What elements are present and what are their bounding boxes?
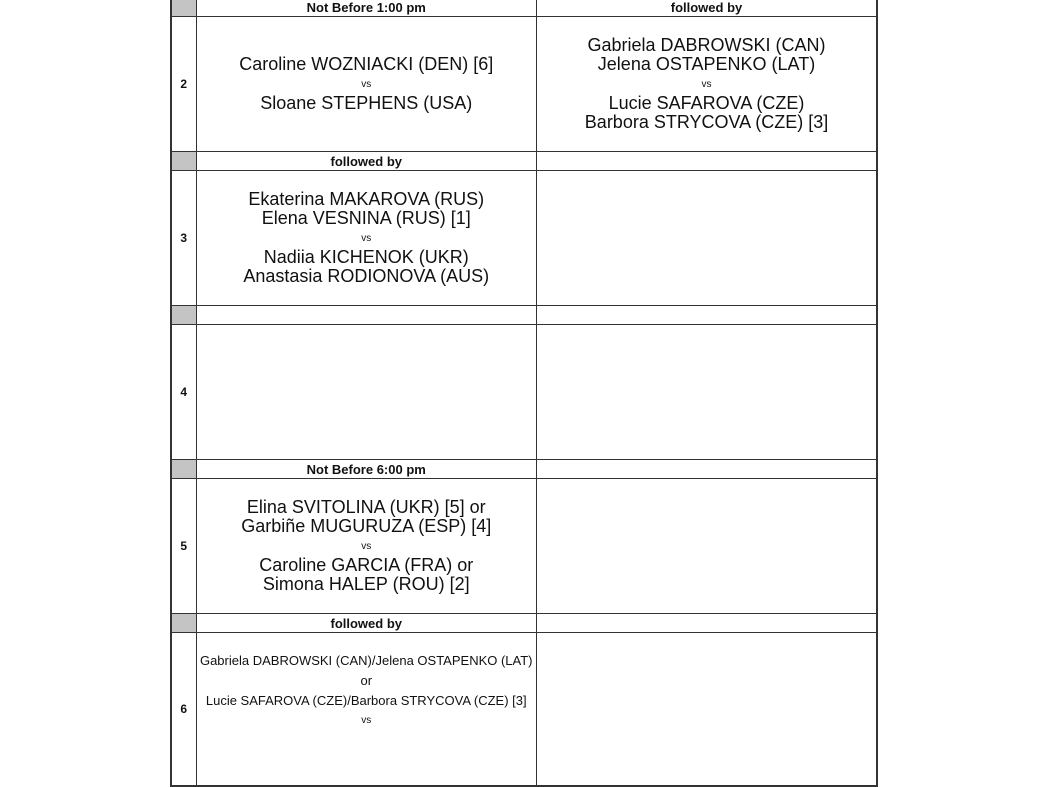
match-row bbox=[171, 479, 877, 614]
time-header-row bbox=[171, 614, 877, 633]
player-name: Gabriela DABROWSKI (CAN)/Jelena OSTAPENKO (LAT) or bbox=[199, 653, 533, 688]
match-number: 2 bbox=[171, 17, 196, 152]
court-left-header: Not Before 1:00 pm bbox=[196, 0, 537, 17]
row-gutter bbox=[171, 614, 196, 633]
player-name: Gabriela DABROWSKI (CAN) bbox=[587, 34, 826, 55]
player-name: Lucie SAFAROVA (CZE) bbox=[608, 92, 805, 113]
match-number: 6 bbox=[171, 633, 196, 787]
match-row bbox=[171, 633, 877, 787]
court-left-header: followed by bbox=[196, 614, 537, 633]
time-header-row bbox=[171, 460, 877, 479]
vs-label: vs bbox=[361, 232, 372, 244]
vs-label: vs bbox=[361, 540, 372, 552]
match-row bbox=[171, 171, 877, 306]
match-number: 4 bbox=[171, 325, 196, 460]
vs-label: vs bbox=[361, 715, 372, 726]
match-number: 5 bbox=[171, 479, 196, 614]
player-name: Anastasia RODIONOVA (AUS) bbox=[243, 266, 490, 286]
row-gutter bbox=[171, 306, 196, 325]
time-header-row bbox=[171, 306, 877, 325]
vs-label: vs bbox=[701, 78, 712, 90]
match-row bbox=[171, 325, 877, 460]
time-header-row bbox=[171, 152, 877, 171]
player-name: Caroline WOZNIACKI (DEN) [6] bbox=[239, 54, 494, 74]
match-cell bbox=[196, 17, 537, 152]
player-name: Garbiñe MUGURUZA (ESP) [4] bbox=[241, 516, 492, 536]
player-name: Caroline GARCIA (FRA) or bbox=[259, 554, 474, 575]
court-right-header bbox=[537, 460, 878, 479]
court-left-header: Not Before 6:00 pm bbox=[196, 460, 537, 479]
court-left-header bbox=[196, 306, 537, 325]
row-gutter bbox=[171, 152, 196, 171]
court-left-header: followed by bbox=[196, 152, 537, 171]
court-right-header bbox=[537, 614, 878, 633]
match-row bbox=[171, 17, 877, 152]
player-name: Ekaterina MAKAROVA (RUS) bbox=[248, 188, 485, 209]
player-name: Nadiia KICHENOK (UKR) bbox=[263, 246, 469, 267]
empty-match-cell bbox=[537, 171, 878, 306]
player-name: Barbora STRYCOVA (CZE) [3] bbox=[584, 112, 829, 132]
court-right-header: followed by bbox=[537, 0, 878, 17]
player-name: Simona HALEP (ROU) [2] bbox=[262, 574, 470, 594]
player-name: Sloane STEPHENS (USA) bbox=[260, 92, 473, 113]
row-gutter bbox=[171, 460, 196, 479]
order-of-play-table bbox=[170, 0, 878, 787]
empty-match-cell bbox=[537, 325, 878, 460]
player-name: Elena VESNINA (RUS) [1] bbox=[261, 208, 471, 228]
match-cell bbox=[196, 633, 537, 787]
empty-match-cell bbox=[537, 479, 878, 614]
row-gutter bbox=[171, 0, 196, 17]
player-name: Lucie SAFAROVA (CZE)/Barbora STRYCOVA (CZE) [3] bbox=[205, 693, 527, 708]
court-right-header bbox=[537, 152, 878, 171]
match-cell bbox=[537, 17, 878, 152]
time-header-row bbox=[171, 0, 877, 17]
player-name: Elina SVITOLINA (UKR) [5] or bbox=[246, 496, 486, 517]
empty-match-cell bbox=[196, 325, 537, 460]
player-name: Jelena OSTAPENKO (LAT) bbox=[597, 54, 816, 74]
match-number: 3 bbox=[171, 171, 196, 306]
match-cell bbox=[196, 479, 537, 614]
match-cell bbox=[196, 171, 537, 306]
court-right-header bbox=[537, 306, 878, 325]
vs-label: vs bbox=[361, 78, 372, 90]
empty-match-cell bbox=[537, 633, 878, 787]
